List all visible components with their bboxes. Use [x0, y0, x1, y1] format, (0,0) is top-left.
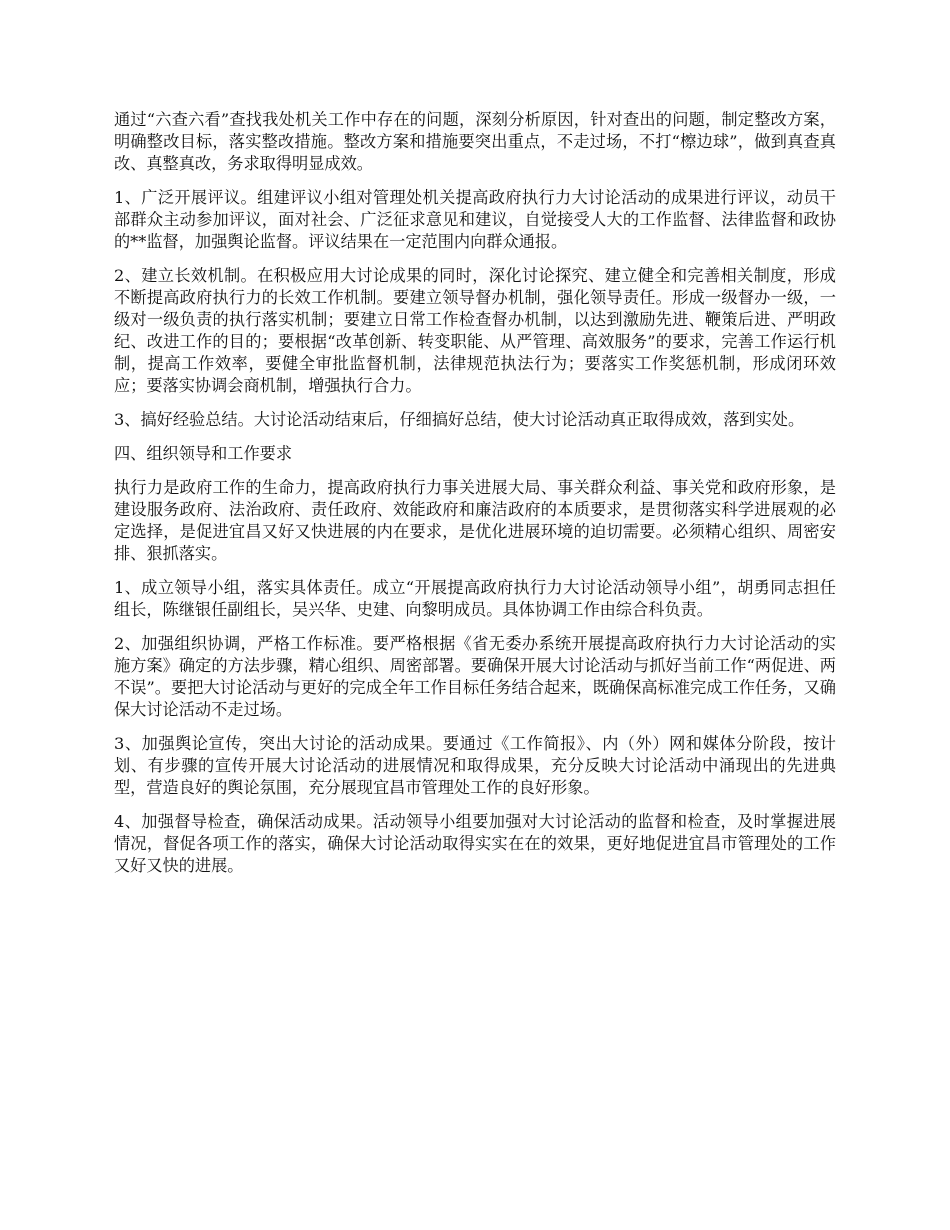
section-heading-4: 四、组织领导和工作要求	[114, 444, 293, 463]
item-3-publicity-paragraph: 3、加强舆论宣传，突出大讨论的活动成果。要通过《工作简报》、内（外）网和媒体分阶段，按计划、有步骤的宣传开展大讨论活动的进展情况和取得成果，充分反映大讨论活动中涌现出的先进典型，营造良好的舆论氛围，充分展现宜昌市管理处工作的良好形象。	[114, 734, 836, 797]
item-4-inspection-paragraph: 4、加强督导检查，确保活动成果。活动领导小组要加强对大讨论活动的监督和检查，及时掌握进展情况，督促各项工作的落实，确保大讨论活动取得实实在在的效果，更好地促进宜昌市管理处的工作又好又快的进展。	[114, 812, 836, 875]
section-4-intro-paragraph: 执行力是政府工作的生命力，提高政府执行力事关进展大局、事关群众利益、事关党和政府形象，是建设服务政府、法治政府、责任政府、效能政府和廉洁政府的本质要求，是贯彻落实科学进展观的必定选择，是促进宜昌又好又快进展的内在要求，是优化进展环境的迫切需要。必须精心组织、周密安排、狠抓落实。	[114, 478, 836, 563]
item-3-summary-paragraph: 3、搞好经验总结。大讨论活动结束后，仔细搞好总结，使大讨论活动真正取得成效，落到实处。	[114, 410, 805, 429]
item-2-coordination-paragraph: 2、加强组织协调，严格工作标准。要严格根据《省无委办系统开展提高政府执行力大讨论活动的实施方案》确定的方法步骤，精心组织、周密部署。要确保开展大讨论活动与抓好当前工作“两促进、两不误”。要把大讨论活动与更好的完成全年工作目标任务结合起来，既确保高标准完成工作任务，又确保大讨论活动不走过场。	[114, 634, 836, 719]
item-1-evaluation-paragraph: 1、广泛开展评议。组建评议小组对管理处机关提高政府执行力大讨论活动的成果进行评议，动员干部群众主动参加评议，面对社会、广泛征求意见和建议，自觉接受人大的工作监督、法律监督和政协的**监督，加强舆论监督。评议结果在一定范围内向群众通报。	[114, 188, 836, 251]
intro-paragraph: 通过“六查六看”查找我处机关工作中存在的问题，深刻分析原因，针对查出的问题，制定整改方案，明确整改目标，落实整改措施。整改方案和措施要突出重点，不走过场，不打“檫边球”，做到真查真改、真整真改，务求取得明显成效。	[114, 110, 836, 173]
item-2-mechanism-paragraph: 2、建立长效机制。在积极应用大讨论成果的同时，深化讨论探究、建立健全和完善相关制度，形成不断提高政府执行力的长效工作机制。要建立领导督办机制，强化领导责任。形成一级督办一级，一级对一级负责的执行落实机制；要建立日常工作检查督办机制，以达到激励先进、鞭策后进、严明政纪、改进工作的目的；要根据“改革创新、转变职能、从严管理、高效服务”的要求，完善工作运行机制，提高工作效率，要健全审批监督机制，法律规范执法行为；要落实工作奖惩机制，形成闭环效应；要落实协调会商机制，增强执行合力。	[114, 266, 836, 395]
document-body	[114, 109, 836, 889]
item-1-leadership-paragraph: 1、成立领导小组，落实具体责任。成立“开展提高政府执行力大讨论活动领导小组”，胡勇同志担任组长，陈继银任副组长，吴兴华、史建、向黎明成员。具体协调工作由综合科负责。	[114, 578, 836, 619]
